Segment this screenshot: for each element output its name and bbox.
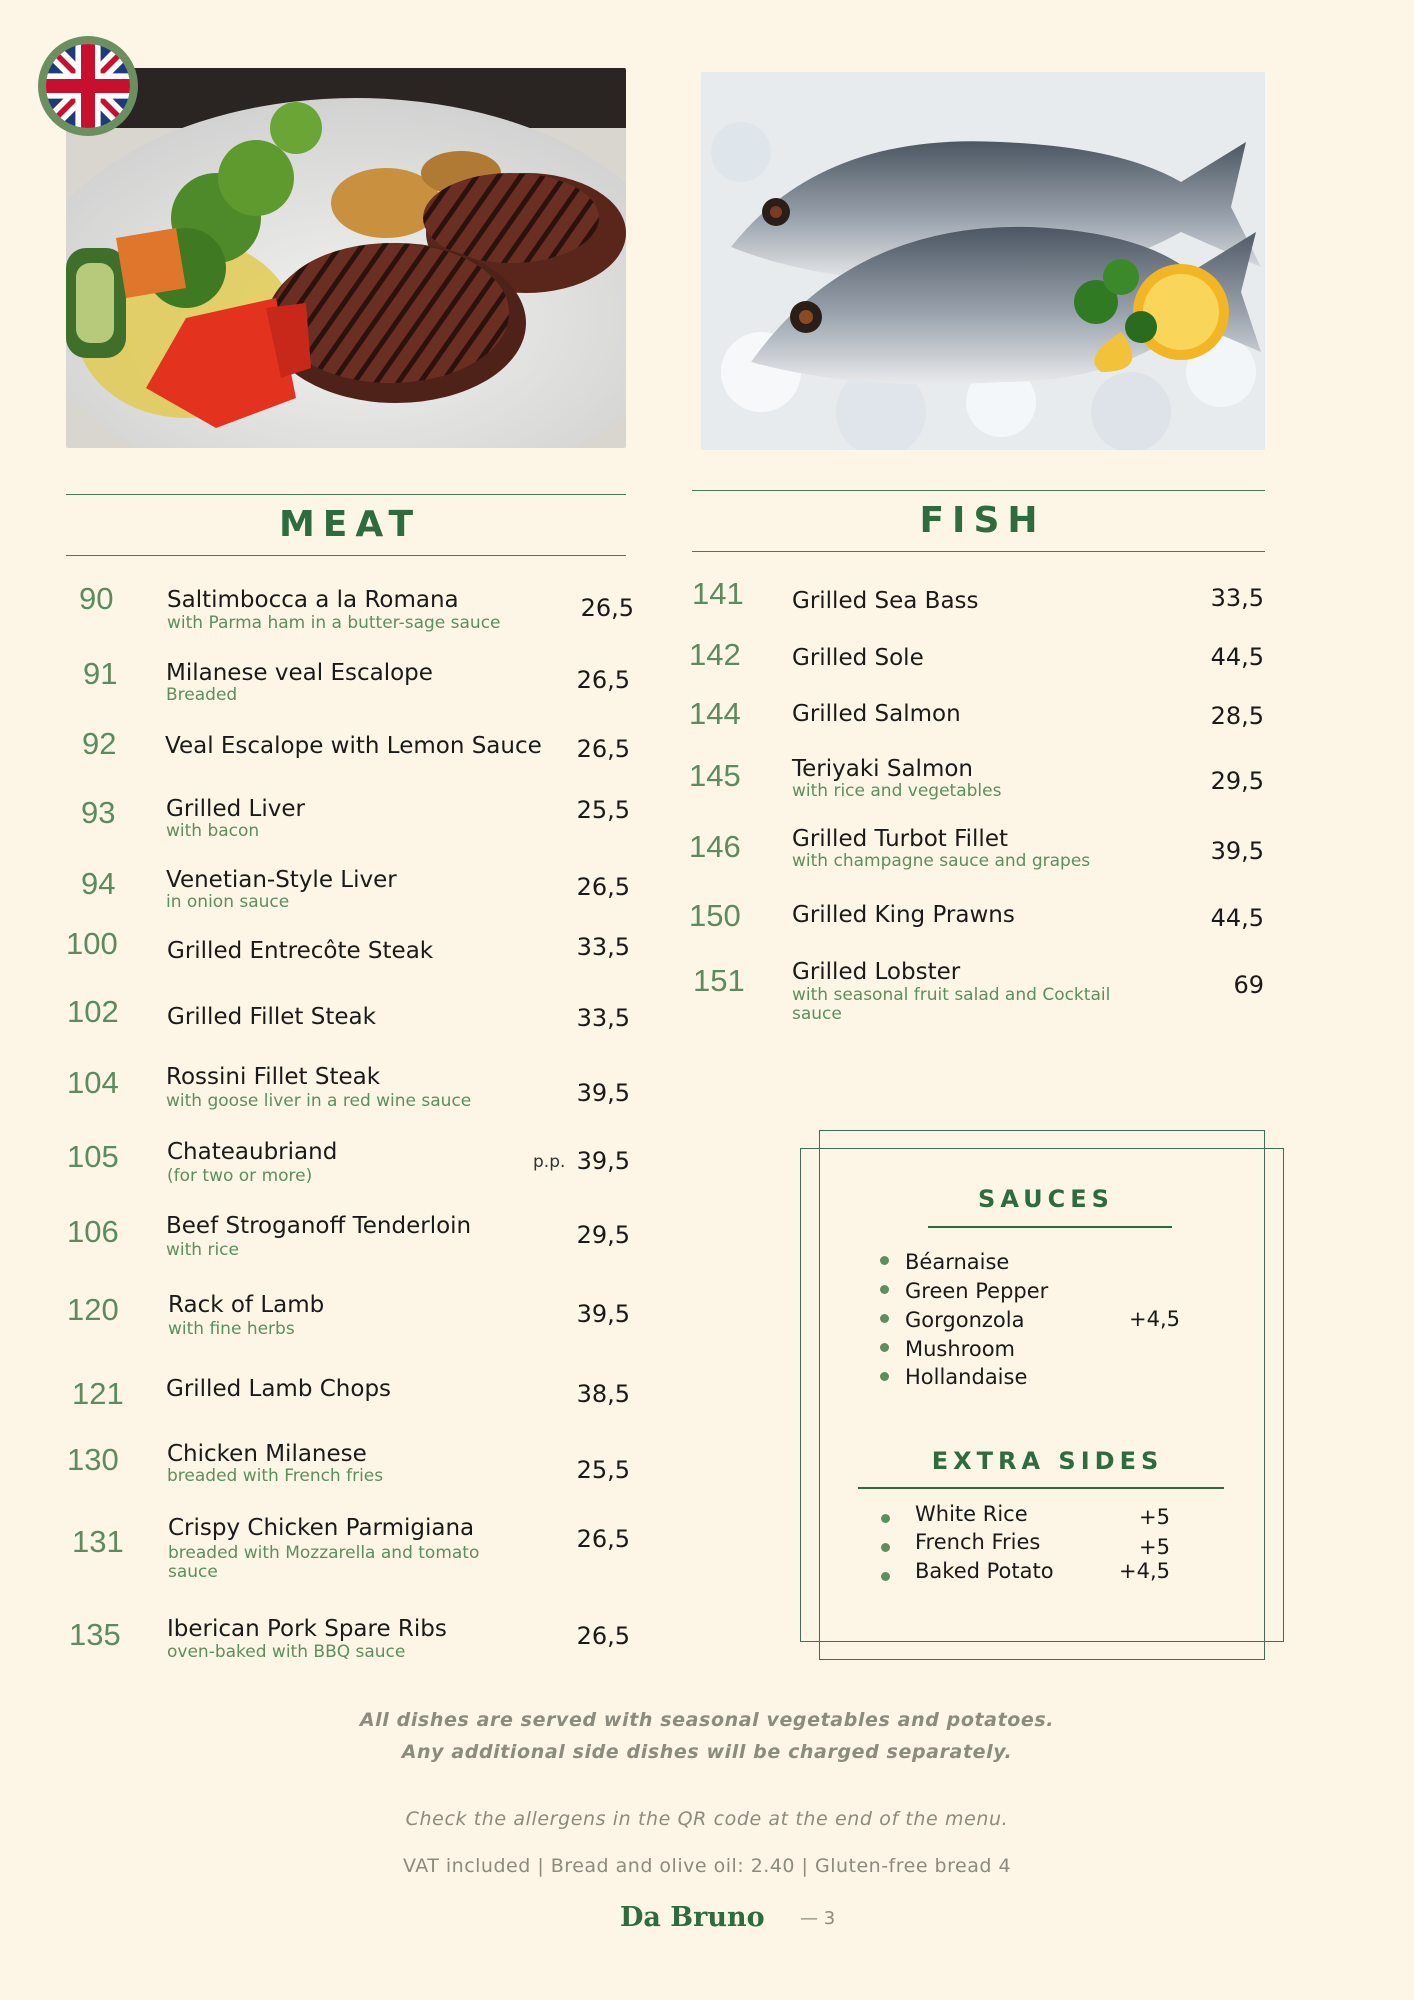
bullet	[880, 1285, 889, 1294]
footer-vat: VAT included | Bread and olive oil: 2.40 | Gluten-free bread 4	[402, 1855, 1012, 1877]
item-name: Grilled Entrecôte Steak	[167, 938, 434, 964]
item-name: Grilled Lamb Chops	[166, 1376, 392, 1402]
item-number: 100	[66, 926, 118, 961]
item-price: 33,5	[576, 933, 630, 961]
item-price: 39,5	[576, 1079, 630, 1107]
item-price: 33,5	[1210, 584, 1264, 612]
fish-photo	[701, 72, 1265, 450]
bullet	[881, 1514, 890, 1523]
item-description: breaded with French fries	[167, 1466, 384, 1486]
meat-bottom-rule	[66, 555, 626, 556]
sauce-price: +4,5	[1129, 1307, 1180, 1331]
item-price: 39,5	[576, 1147, 630, 1175]
item-price: 29,5	[576, 1221, 630, 1249]
item-name: Venetian-Style Liver	[166, 867, 397, 893]
page-number: — 3	[800, 1908, 836, 1929]
item-name: Veal Escalope with Lemon Sauce	[165, 733, 542, 759]
item-description-cont: sauce	[792, 1004, 842, 1024]
item-number: 105	[67, 1139, 119, 1174]
item-description: with champagne sauce and grapes	[792, 851, 1091, 871]
item-number: 102	[67, 994, 119, 1029]
side-price: +4,5	[1119, 1559, 1170, 1583]
item-name: Grilled Sea Bass	[792, 588, 979, 614]
footer-note-charges: Any additional side dishes will be charged separately.	[401, 1741, 1013, 1763]
sauce-item: Mushroom	[905, 1337, 1016, 1361]
item-name: Grilled Fillet Steak	[167, 1004, 376, 1030]
side-item: White Rice	[915, 1502, 1028, 1526]
item-description: with fine herbs	[168, 1319, 295, 1339]
item-name: Crispy Chicken Parmigiana	[168, 1515, 475, 1541]
item-description: with seasonal fruit salad and Cocktail	[792, 985, 1111, 1005]
item-description: with bacon	[166, 821, 260, 841]
item-number: 130	[67, 1442, 119, 1477]
item-number: 104	[67, 1065, 119, 1100]
item-name: Beef Stroganoff Tenderloin	[166, 1213, 472, 1239]
item-name: Grilled Turbot Fillet	[792, 826, 1008, 852]
item-price: 69	[1233, 971, 1264, 999]
per-person-label: p.p.	[533, 1152, 566, 1172]
item-number: 120	[67, 1292, 119, 1327]
item-name: Chateaubriand	[167, 1139, 338, 1165]
brand-logo: Da Bruno	[620, 1902, 765, 1933]
item-name: Milanese veal Escalope	[166, 660, 433, 686]
item-price: 38,5	[576, 1380, 630, 1408]
bullet	[880, 1343, 889, 1352]
item-name: Grilled King Prawns	[792, 902, 1015, 928]
item-number: 142	[689, 637, 741, 672]
item-price: 29,5	[1210, 767, 1264, 795]
item-price: 26,5	[576, 873, 630, 901]
item-description: with goose liver in a red wine sauce	[166, 1091, 472, 1111]
sauce-item: Gorgonzola	[905, 1308, 1025, 1332]
meat-dish-photo	[66, 68, 626, 448]
item-price: 39,5	[1210, 837, 1264, 865]
item-price: 25,5	[576, 796, 630, 824]
meat-section-header	[66, 494, 626, 556]
bullet	[881, 1543, 890, 1552]
bullet	[881, 1572, 890, 1581]
footer-allergens: Check the allergens in the QR code at the end of the menu.	[405, 1808, 1009, 1830]
item-name: Grilled Lobster	[792, 959, 961, 985]
fish-bottom-rule	[692, 551, 1265, 552]
item-number: 121	[72, 1376, 124, 1411]
item-price: 33,5	[576, 1004, 630, 1032]
item-number: 150	[689, 898, 741, 933]
bullet	[880, 1256, 889, 1265]
extra-sides-rule	[858, 1487, 1224, 1489]
item-description: breaded with Mozzarella and tomato	[168, 1543, 480, 1563]
item-number: 91	[83, 656, 118, 691]
item-price: 26,5	[576, 666, 630, 694]
item-number: 141	[692, 576, 744, 611]
item-number: 146	[689, 829, 741, 864]
fish-section-header	[692, 490, 1265, 552]
item-price: 28,5	[1210, 702, 1264, 730]
item-number: 135	[69, 1617, 121, 1652]
item-price: 26,5	[576, 1622, 630, 1650]
item-number: 145	[689, 758, 741, 793]
item-number: 144	[689, 696, 741, 731]
item-number: 94	[81, 866, 116, 901]
item-price: 39,5	[576, 1300, 630, 1328]
side-price: +5	[1139, 1535, 1170, 1559]
item-name: Teriyaki Salmon	[792, 756, 974, 782]
item-number: 92	[82, 726, 117, 761]
item-price: 26,5	[580, 594, 634, 622]
item-description: oven-baked with BBQ sauce	[167, 1642, 406, 1662]
item-number: 90	[79, 581, 114, 616]
item-name: Chicken Milanese	[167, 1441, 367, 1467]
sauce-item: Béarnaise	[905, 1250, 1010, 1274]
item-price: 44,5	[1210, 643, 1264, 671]
item-price: 25,5	[576, 1456, 630, 1484]
item-name: Rack of Lamb	[168, 1292, 325, 1318]
sauce-item: Hollandaise	[905, 1365, 1028, 1389]
bullet	[880, 1372, 889, 1381]
item-description: Breaded	[166, 685, 238, 705]
sauces-rule	[928, 1226, 1172, 1228]
item-name: Grilled Sole	[792, 645, 924, 671]
bullet	[880, 1314, 889, 1323]
item-price: 26,5	[576, 1525, 630, 1553]
extra-sides-title: EXTRA SIDES	[931, 1447, 1164, 1475]
item-name: Saltimbocca a la Romana	[167, 587, 459, 613]
item-number: 131	[72, 1524, 124, 1559]
item-description: with rice and vegetables	[792, 781, 1002, 801]
uk-flag-icon[interactable]	[38, 36, 138, 136]
footer-note-sides: All dishes are served with seasonal vegetables and potatoes.	[359, 1709, 1055, 1731]
item-description: in onion sauce	[166, 892, 290, 912]
item-number: 106	[67, 1214, 119, 1249]
item-description: (for two or more)	[167, 1166, 313, 1186]
item-name: Grilled Liver	[166, 796, 305, 822]
item-name: Iberican Pork Spare Ribs	[167, 1616, 447, 1642]
item-price: 44,5	[1210, 904, 1264, 932]
item-description: with rice	[166, 1240, 239, 1260]
sauce-item: Green Pepper	[905, 1279, 1049, 1303]
meat-title: MEAT	[278, 504, 422, 545]
item-description-cont: sauce	[168, 1562, 218, 1582]
item-number: 93	[81, 795, 116, 830]
side-price: +5	[1139, 1505, 1170, 1529]
item-name: Grilled Salmon	[792, 701, 961, 727]
fish-title: FISH	[919, 500, 1046, 541]
item-description: with Parma ham in a butter-sage sauce	[167, 613, 501, 633]
side-item: Baked Potato	[915, 1559, 1054, 1583]
sauces-title: SAUCES	[978, 1185, 1114, 1213]
side-item: French Fries	[915, 1530, 1041, 1554]
item-price: 26,5	[576, 735, 630, 763]
item-name: Rossini Fillet Steak	[166, 1064, 381, 1090]
item-number: 151	[693, 963, 745, 998]
